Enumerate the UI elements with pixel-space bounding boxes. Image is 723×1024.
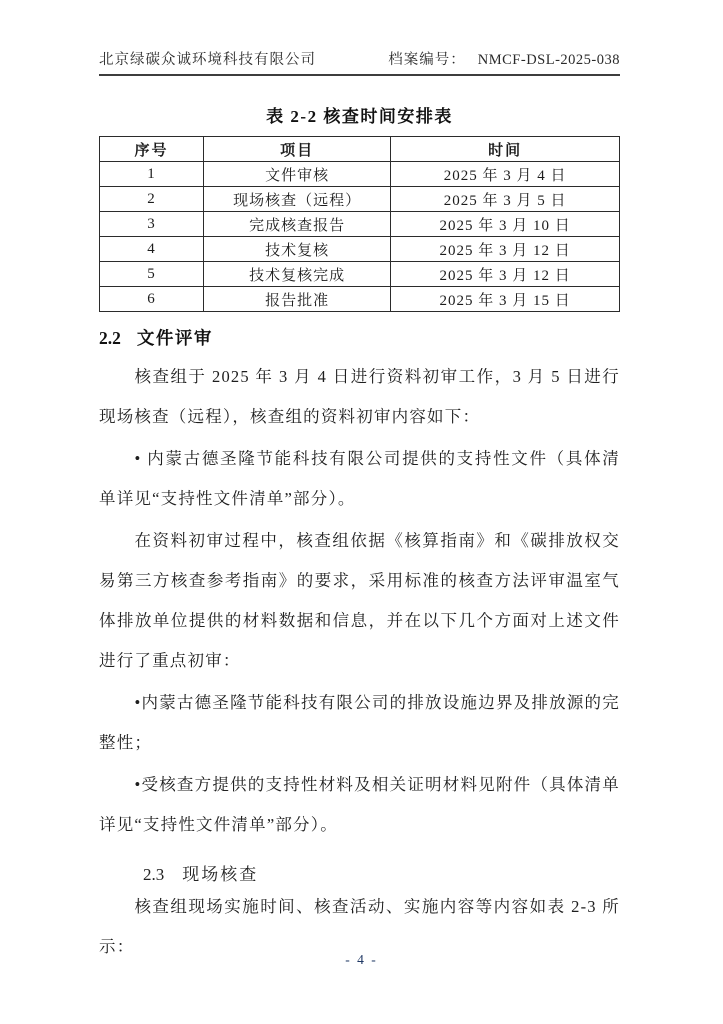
section-heading-2-3 <box>99 860 620 885</box>
table-row <box>100 287 620 312</box>
page-content <box>0 48 723 967</box>
column-header-time: 时间 <box>391 137 620 162</box>
table-row <box>100 212 620 237</box>
table-row <box>100 237 620 262</box>
cell-time: 2025 年 3 月 5 日 <box>391 187 620 212</box>
cell-time: 2025 年 3 月 15 日 <box>391 287 620 312</box>
column-header-item: 项目 <box>204 137 391 162</box>
bullet-item: • 内蒙古德圣隆节能科技有限公司提供的支持性文件（具体清单详见“支持性文件清单”部分）。 <box>99 449 620 508</box>
page-number: - 4 - <box>345 952 378 967</box>
section-title: 现场核查 <box>182 865 259 884</box>
table-header-row <box>100 137 620 162</box>
column-header-no: 序号 <box>100 137 204 162</box>
cell-time: 2025 年 3 月 4 日 <box>391 162 620 187</box>
cell-no: 1 <box>100 162 204 187</box>
bullet-item: •受核查方提供的支持性材料及相关证明材料见附件（具体清单详见“支持性文件清单”部分）。 <box>99 775 620 834</box>
cell-no: 4 <box>100 237 204 262</box>
bullet-item: •内蒙古德圣隆节能科技有限公司的排放设施边界及排放源的完整性； <box>99 693 620 752</box>
cell-item: 报告批准 <box>204 287 391 312</box>
table-row <box>100 162 620 187</box>
cell-item: 完成核查报告 <box>204 212 391 237</box>
cell-no: 5 <box>100 262 204 287</box>
cell-item: 文件审核 <box>204 162 391 187</box>
section-title: 文件评审 <box>136 328 213 348</box>
table-row <box>100 262 620 287</box>
paragraph: 在资料初审过程中，核查组依据《核算指南》和《碳排放权交易第三方核查参考指南》的要求，采用标准的核查方法评审温室气体排放单位提供的材料数据和信息，并在以下几个方面对上述文件进行了重点初审： <box>99 531 620 670</box>
section-number: 2.2 <box>99 328 121 348</box>
cell-time: 2025 年 3 月 12 日 <box>391 237 620 262</box>
archive-label: 档案编号： <box>388 52 466 68</box>
cell-time: 2025 年 3 月 12 日 <box>391 262 620 287</box>
table-row <box>100 187 620 212</box>
cell-item: 技术复核完成 <box>204 262 391 287</box>
schedule-table <box>99 136 620 312</box>
document-header <box>99 48 620 76</box>
cell-no: 2 <box>100 187 204 212</box>
cell-time: 2025 年 3 月 10 日 <box>391 212 620 237</box>
company-name: 北京绿碳众诚环境科技有限公司 <box>99 52 316 68</box>
cell-item: 技术复核 <box>204 237 391 262</box>
section-heading-2-2 <box>99 325 620 350</box>
archive-number: NMCF-DSL-2025-038 <box>477 52 620 68</box>
paragraph: 核查组现场实施时间、核查活动、实施内容等内容如表 2-3 所示： <box>99 897 620 956</box>
archive-info <box>388 48 620 69</box>
table-title: 表 2-2 核查时间安排表 <box>266 107 453 126</box>
section-number: 2.3 <box>143 865 165 884</box>
cell-no: 3 <box>100 212 204 237</box>
cell-item: 现场核查（远程） <box>204 187 391 212</box>
cell-no: 6 <box>100 287 204 312</box>
paragraph: 核查组于 2025 年 3 月 4 日进行资料初审工作，3 月 5 日进行现场核查（远程），核查组的资料初审内容如下： <box>99 367 620 426</box>
